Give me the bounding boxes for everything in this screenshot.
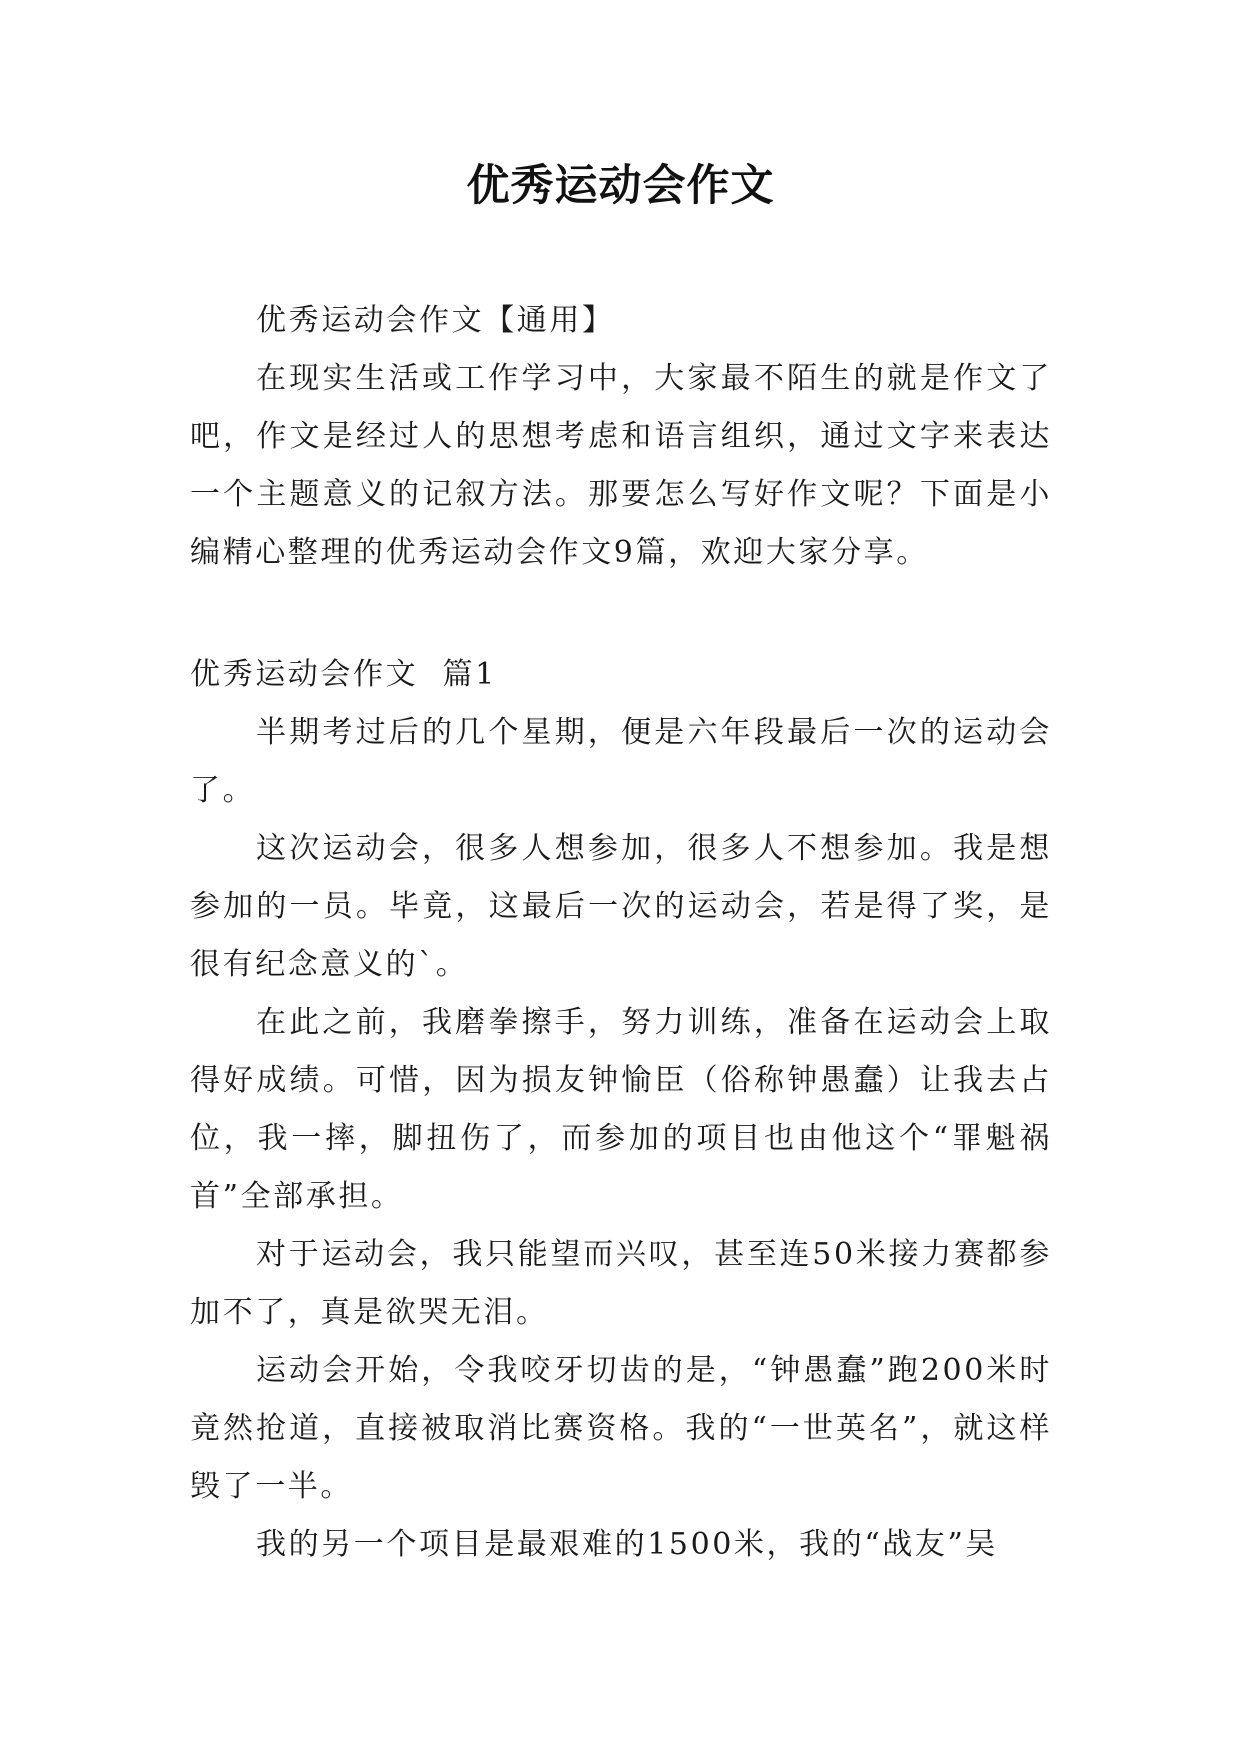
document-title: 优秀运动会作文 xyxy=(466,161,775,211)
body-paragraph: 这次运动会，很多人想参加，很多人不想参加。我是想参加的一员。毕竟，这最后一次的运动会，若是得了奖，是很有纪念意义的`。 xyxy=(190,831,1052,982)
document-body xyxy=(190,292,1052,1574)
body-paragraph: 在此之前，我磨拳擦手，努力训练，准备在运动会上取得好成绩。可惜，因为损友钟愉臣（俗称钟愚蠢）让我去占位，我一摔，脚扭伤了，而参加的项目也由他这个“罪魁祸首”全部承担。 xyxy=(190,1005,1052,1214)
body-paragraph: 半期考过后的几个星期，便是六年段最后一次的运动会了。 xyxy=(190,715,1052,808)
body-paragraph: 运动会开始，令我咬牙切齿的是，“钟愚蠢”跑200米时竟然抢道，直接被取消比赛资格。我的“一世英名”，就这样毁了一半。 xyxy=(190,1353,1052,1504)
document-subtitle: 优秀运动会作文【通用】 xyxy=(256,303,615,338)
intro-paragraph: 在现实生活或工作学习中，大家最不陌生的就是作文了吧，作文是经过人的思想考虑和语言组织，通过文字来表达一个主题意义的记叙方法。那要怎么写好作文呢？下面是小编精心整理的优秀运动会作文9篇，欢迎大家分享。 xyxy=(190,361,1052,570)
section-heading: 优秀运动会作文 篇1 xyxy=(190,657,497,692)
body-paragraph: 对于运动会，我只能望而兴叹，甚至连50米接力赛都参加不了，真是欲哭无泪。 xyxy=(190,1237,1052,1330)
body-paragraph: 我的另一个项目是最艰难的1500米，我的“战友”吴 xyxy=(256,1527,999,1562)
